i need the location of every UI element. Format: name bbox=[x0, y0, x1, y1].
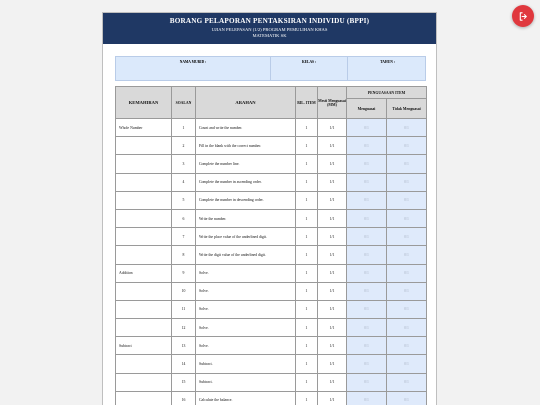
cell-arahan: Solve. bbox=[196, 319, 296, 337]
cell-bil-item: 1 bbox=[296, 173, 318, 191]
cell-bil-item: 1 bbox=[296, 228, 318, 246]
cell-arahan: Subtract. bbox=[196, 355, 296, 373]
cell-soalan: 5 bbox=[172, 191, 196, 209]
cell-mesti-menguasai: 1/1 bbox=[318, 119, 347, 137]
cell-bil-item: 1 bbox=[296, 373, 318, 391]
cell-arahan: Count and write the number. bbox=[196, 119, 296, 137]
cell-mesti-menguasai: 1/1 bbox=[318, 155, 347, 173]
col-penguasaan-item: PENGUASAAN ITEM bbox=[347, 87, 427, 99]
cell-menguasai-input[interactable]: 0/1 bbox=[347, 319, 387, 337]
cell-arahan: Solve. bbox=[196, 337, 296, 355]
exit-button[interactable] bbox=[512, 5, 534, 27]
cell-arahan: Calculate the balance. bbox=[196, 391, 296, 405]
form-title: BORANG PELAPORAN PENTAKSIRAN INDIVIDU (BPPI) bbox=[169, 17, 370, 25]
cell-soalan: 3 bbox=[172, 155, 196, 173]
cell-kemahiran bbox=[116, 355, 172, 373]
cell-mesti-menguasai: 1/1 bbox=[318, 209, 347, 227]
cell-mesti-menguasai: 1/1 bbox=[318, 319, 347, 337]
table-row bbox=[116, 228, 427, 246]
cell-menguasai-input[interactable]: 0/1 bbox=[347, 282, 387, 300]
cell-soalan: 12 bbox=[172, 319, 196, 337]
form-subtitle: UJIAN PELEPASAN (1/2) PROGRAM PEMULIHAN KHAS bbox=[211, 27, 328, 32]
cell-menguasai-input[interactable]: 0/1 bbox=[347, 373, 387, 391]
cell-soalan: 13 bbox=[172, 337, 196, 355]
cell-menguasai-input[interactable]: 0/1 bbox=[347, 391, 387, 405]
class-field[interactable]: KELAS : bbox=[271, 57, 348, 80]
cell-soalan: 6 bbox=[172, 209, 196, 227]
col-menguasai: Menguasai bbox=[347, 99, 387, 119]
cell-soalan: 14 bbox=[172, 355, 196, 373]
year-field[interactable]: TAHUN : bbox=[380, 60, 395, 64]
cell-mesti-menguasai: 1/1 bbox=[318, 282, 347, 300]
table-row bbox=[116, 373, 427, 391]
cell-kemahiran bbox=[116, 246, 172, 264]
cell-tidak-menguasai-input[interactable]: 0/1 bbox=[387, 173, 427, 191]
col-kemahiran: KEMAHIRAN bbox=[116, 87, 172, 119]
assessment-table bbox=[115, 86, 427, 405]
cell-mesti-menguasai: 1/1 bbox=[318, 228, 347, 246]
cell-tidak-menguasai-input[interactable]: 0/1 bbox=[387, 300, 427, 318]
cell-menguasai-input[interactable]: 0/1 bbox=[347, 337, 387, 355]
table-row bbox=[116, 391, 427, 405]
col-bil-item: BIL. ITEM bbox=[296, 87, 318, 119]
cell-tidak-menguasai-input[interactable]: 0/1 bbox=[387, 391, 427, 405]
cell-menguasai-input[interactable]: 0/1 bbox=[347, 300, 387, 318]
cell-mesti-menguasai: 1/1 bbox=[318, 137, 347, 155]
cell-tidak-menguasai-input[interactable]: 0/1 bbox=[387, 119, 427, 137]
cell-arahan: Solve. bbox=[196, 300, 296, 318]
table-row bbox=[116, 246, 427, 264]
cell-kemahiran bbox=[116, 300, 172, 318]
table-row bbox=[116, 155, 427, 173]
cell-soalan: 7 bbox=[172, 228, 196, 246]
cell-menguasai-input[interactable]: 0/1 bbox=[347, 355, 387, 373]
table-row bbox=[116, 173, 427, 191]
cell-tidak-menguasai-input[interactable]: 0/1 bbox=[387, 209, 427, 227]
cell-bil-item: 1 bbox=[296, 137, 318, 155]
cell-arahan: Fill in the blank with the correct number. bbox=[196, 137, 296, 155]
cell-bil-item: 1 bbox=[296, 264, 318, 282]
cell-tidak-menguasai-input[interactable]: 0/1 bbox=[387, 228, 427, 246]
table-row bbox=[116, 119, 427, 137]
cell-kemahiran: Addition bbox=[116, 264, 172, 282]
cell-bil-item: 1 bbox=[296, 209, 318, 227]
cell-soalan: 4 bbox=[172, 173, 196, 191]
cell-arahan: Solve. bbox=[196, 264, 296, 282]
cell-kemahiran bbox=[116, 391, 172, 405]
cell-tidak-menguasai-input[interactable]: 0/1 bbox=[387, 137, 427, 155]
cell-mesti-menguasai: 1/1 bbox=[318, 300, 347, 318]
table-row bbox=[116, 264, 427, 282]
cell-arahan: Complete the number in descending order. bbox=[196, 191, 296, 209]
cell-soalan: 2 bbox=[172, 137, 196, 155]
cell-soalan: 10 bbox=[172, 282, 196, 300]
cell-mesti-menguasai: 1/1 bbox=[318, 191, 347, 209]
cell-kemahiran bbox=[116, 137, 172, 155]
cell-bil-item: 1 bbox=[296, 119, 318, 137]
cell-menguasai-input[interactable]: 0/1 bbox=[347, 119, 387, 137]
cell-bil-item: 1 bbox=[296, 191, 318, 209]
cell-menguasai-input[interactable]: 0/1 bbox=[347, 246, 387, 264]
form-header bbox=[103, 13, 436, 44]
table-row bbox=[116, 300, 427, 318]
cell-tidak-menguasai-input[interactable]: 0/1 bbox=[387, 319, 427, 337]
cell-soalan: 11 bbox=[172, 300, 196, 318]
cell-arahan: Complete the number in ascending order. bbox=[196, 173, 296, 191]
cell-tidak-menguasai-input[interactable]: 0/1 bbox=[387, 355, 427, 373]
report-form-page bbox=[102, 12, 437, 405]
col-mesti-menguasai: Mesti Menguasai (MM) bbox=[318, 87, 347, 119]
cell-mesti-menguasai: 1/1 bbox=[318, 264, 347, 282]
cell-soalan: 16 bbox=[172, 391, 196, 405]
table-row bbox=[116, 337, 427, 355]
cell-menguasai-input[interactable]: 0/1 bbox=[347, 173, 387, 191]
col-soalan: SOALAN bbox=[172, 87, 196, 119]
cell-bil-item: 1 bbox=[296, 319, 318, 337]
cell-arahan: Write the place value of the underlined digit. bbox=[196, 228, 296, 246]
cell-menguasai-input[interactable]: 0/1 bbox=[347, 209, 387, 227]
cell-kemahiran bbox=[116, 319, 172, 337]
cell-kemahiran bbox=[116, 282, 172, 300]
cell-kemahiran bbox=[116, 155, 172, 173]
cell-soalan: 9 bbox=[172, 264, 196, 282]
table-row bbox=[116, 355, 427, 373]
cell-tidak-menguasai-input[interactable]: 0/1 bbox=[387, 282, 427, 300]
cell-menguasai-input[interactable]: 0/1 bbox=[347, 155, 387, 173]
cell-tidak-menguasai-input[interactable]: 0/1 bbox=[387, 373, 427, 391]
table-row bbox=[116, 137, 427, 155]
cell-mesti-menguasai: 1/1 bbox=[318, 373, 347, 391]
col-arahan: ARAHAN bbox=[196, 87, 296, 119]
student-name-field[interactable]: NAMA MURID : bbox=[116, 57, 271, 80]
cell-mesti-menguasai: 1/1 bbox=[318, 355, 347, 373]
cell-bil-item: 1 bbox=[296, 246, 318, 264]
cell-kemahiran bbox=[116, 228, 172, 246]
cell-bil-item: 1 bbox=[296, 300, 318, 318]
cell-soalan: 1 bbox=[172, 119, 196, 137]
cell-soalan: 8 bbox=[172, 246, 196, 264]
cell-mesti-menguasai: 1/1 bbox=[318, 173, 347, 191]
table-row bbox=[116, 282, 427, 300]
cell-kemahiran bbox=[116, 373, 172, 391]
student-info-box bbox=[115, 56, 426, 81]
cell-tidak-menguasai-input[interactable]: 0/1 bbox=[387, 246, 427, 264]
cell-bil-item: 1 bbox=[296, 355, 318, 373]
cell-mesti-menguasai: 1/1 bbox=[318, 246, 347, 264]
cell-bil-item: 1 bbox=[296, 155, 318, 173]
cell-tidak-menguasai-input[interactable]: 0/1 bbox=[387, 337, 427, 355]
cell-tidak-menguasai-input[interactable]: 0/1 bbox=[387, 155, 427, 173]
cell-tidak-menguasai-input[interactable]: 0/1 bbox=[387, 191, 427, 209]
table-row bbox=[116, 209, 427, 227]
cell-menguasai-input[interactable]: 0/1 bbox=[347, 228, 387, 246]
cell-menguasai-input[interactable]: 0/1 bbox=[347, 191, 387, 209]
cell-kemahiran bbox=[116, 209, 172, 227]
cell-kemahiran: Subtract bbox=[116, 337, 172, 355]
cell-arahan: Complete the number line. bbox=[196, 155, 296, 173]
exit-icon bbox=[518, 11, 529, 22]
cell-tidak-menguasai-input[interactable]: 0/1 bbox=[387, 264, 427, 282]
cell-soalan: 15 bbox=[172, 373, 196, 391]
cell-kemahiran bbox=[116, 173, 172, 191]
cell-arahan: Write the digit value of the underlined digit. bbox=[196, 246, 296, 264]
table-row bbox=[116, 191, 427, 209]
cell-arahan: Solve. bbox=[196, 282, 296, 300]
cell-kemahiran: Whole Number bbox=[116, 119, 172, 137]
cell-bil-item: 1 bbox=[296, 337, 318, 355]
cell-kemahiran bbox=[116, 191, 172, 209]
col-tidak-menguasai: Tidak Menguasai bbox=[387, 99, 427, 119]
cell-mesti-menguasai: 1/1 bbox=[318, 337, 347, 355]
form-subject: MATEMATIK SK bbox=[252, 32, 287, 38]
table-row bbox=[116, 319, 427, 337]
cell-bil-item: 1 bbox=[296, 391, 318, 405]
cell-mesti-menguasai: 1/1 bbox=[318, 391, 347, 405]
cell-menguasai-input[interactable]: 0/1 bbox=[347, 264, 387, 282]
cell-arahan: Write the number. bbox=[196, 209, 296, 227]
cell-arahan: Subtract. bbox=[196, 373, 296, 391]
cell-menguasai-input[interactable]: 0/1 bbox=[347, 137, 387, 155]
cell-bil-item: 1 bbox=[296, 282, 318, 300]
